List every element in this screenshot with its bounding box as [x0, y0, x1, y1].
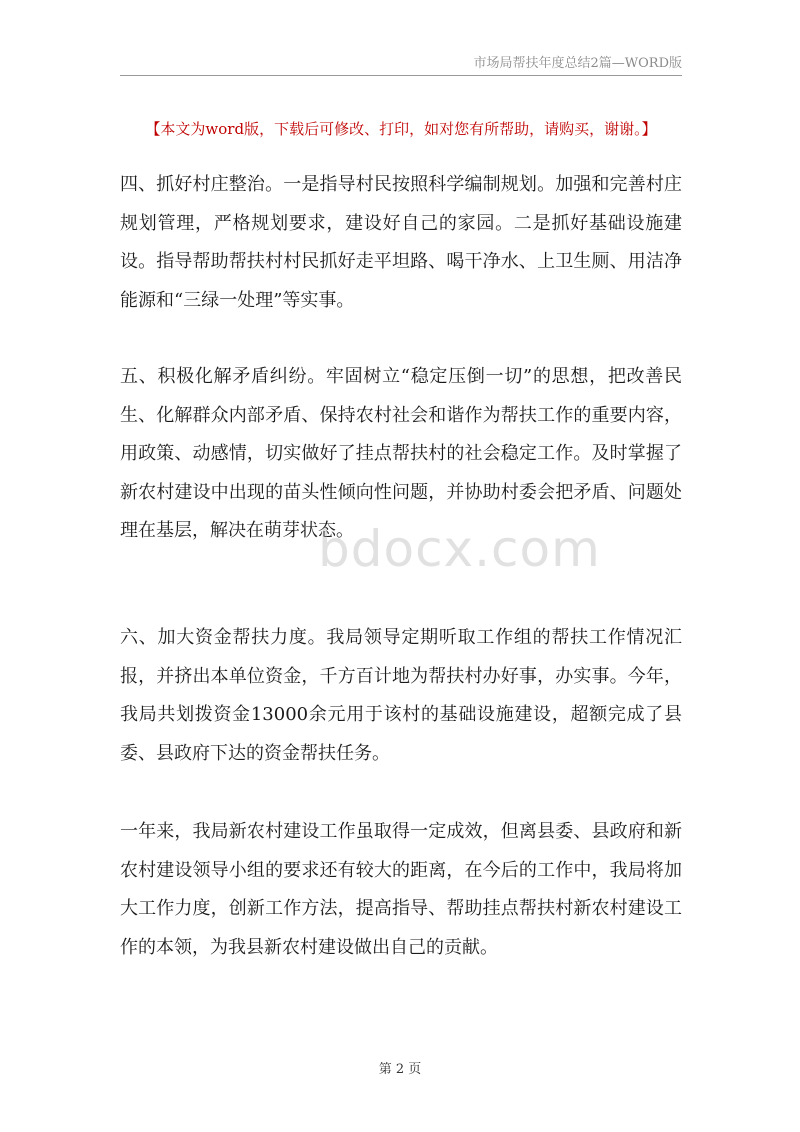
paragraph-dispute-resolution: 五、积极化解矛盾纠纷。牢固树立“稳定压倒一切”的思想，把改善民生、化解群众内部矛盾、保持农村社会和谐作为帮扶工作的重要内容，用政策、动感情，切实做好了挂点帮扶村的社会稳定工作。及时掌握了新农村建设中出现的苗头性倾向性问题，并协助村委会把矛盾、问题处理在基层，解决在萌芽状态。: [120, 366, 682, 541]
paragraph-funding-support: 六、加大资金帮扶力度。我局领导定期听取工作组的帮扶工作情况汇报，并挤出本单位资金，千方百计地为帮扶村办好事，办实事。今年，我局共划拨资金13000余元用于该村的基础设施建设，超额完成了县委、县政府下达的资金帮扶任务。: [120, 627, 682, 764]
paragraph-summary: 一年来，我局新农村建设工作虽取得一定成效，但离县委、县政府和新农村建设领导小组的要求还有较大的距离，在今后的工作中，我局将加大工作力度，创新工作方法，提高指导、帮助挂点帮扶村新农村建设工作的本领，为我县新农村建设做出自己的贡献。: [120, 821, 682, 958]
page-number: 第 2 页: [378, 1062, 422, 1077]
page-header: 市场局帮扶年度总结2篇—WORD版: [120, 52, 682, 76]
paragraph-village-renovation: 四、抓好村庄整治。一是指导村民按照科学编制规划。加强和完善村庄规划管理，严格规划要求，建设好自己的家园。二是抓好基础设施建设。指导帮助帮扶村村民抓好走平坦路、喝干净水、上卫生厕、用洁净能源和“三绿一处理”等实事。: [120, 174, 682, 311]
download-notice: 【本文为word版，下载后可修改、打印，如对您有所帮助，请购买，谢谢。】: [145, 120, 657, 138]
watermark: bdocx.com: [318, 520, 601, 578]
